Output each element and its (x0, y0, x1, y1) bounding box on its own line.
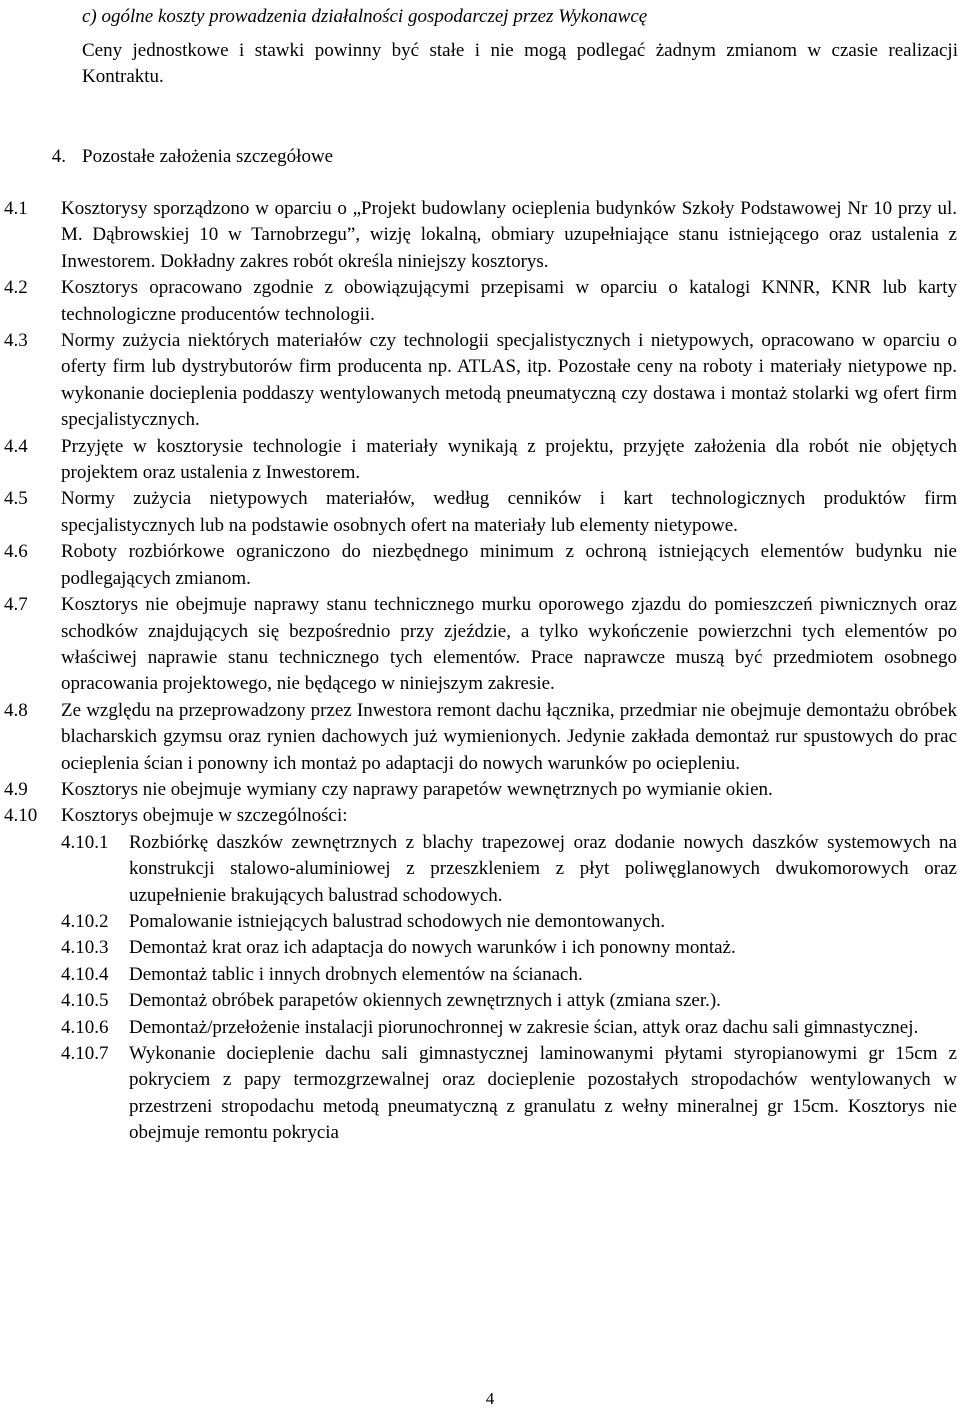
sub-list-item (0, 909, 957, 935)
subitem-text: Demontaż obróbek parapetów okiennych zewnętrznych i attyk (zmiana szer.). (129, 990, 721, 1012)
sub-list-item (0, 1015, 957, 1041)
list-item (0, 196, 957, 275)
subitem-text: Pomalowanie istniejących balustrad schodowych nie demontowanych. (129, 910, 666, 932)
list-item (0, 275, 957, 328)
item-number: 4.6 (4, 541, 28, 563)
list-item (0, 698, 957, 777)
subitem-text: Demontaż krat oraz ich adaptacja do nowych warunków i ich ponowny montaż. (129, 937, 736, 959)
item-number: 4.10 (4, 805, 38, 827)
section-title: Pozostałe założenia szczegółowe (82, 146, 334, 167)
subitem-text: Demontaż/przełożenie instalacji piorunochronnej w zakresie ścian, attyk oraz dachu sali gimnastycznej. (129, 1016, 919, 1038)
intro-italic-line: c) ogólne koszty prowadzenia działalności gospodarczej przez Wykonawcę (82, 6, 648, 27)
sub-list-item (0, 935, 957, 961)
item-number: 4.7 (4, 594, 28, 616)
item-number: 4.5 (4, 488, 28, 510)
item-number: 4.3 (4, 330, 28, 352)
subitem-number: 4.10.4 (61, 963, 109, 985)
page-number: 4 (485, 1389, 495, 1408)
subitem-text: Wykonanie docieplenie dachu sali gimnastycznej laminowanymi płytami styropianowymi gr 15cm z pokryciem z papy termozgrzewalnej oraz docieplenie pozostałych stropodachów wentylowanych w przestrzeni stropodachu metodą pneumatyczną z granulatu z wełny mineralnej gr 15cm. Kosztorys nie obejmuje remontu pokrycia (129, 1043, 957, 1144)
items-list (0, 196, 960, 1147)
item-text: Normy zużycia niektórych materiałów czy technologii specjalistycznych i nietypowych, opracowano w oparciu o oferty firm lub dystrybutorów firm producenta np. ATLAS, itp. Pozostałe ceny na roboty i materiały nietypowe np. wykonanie docieplenia poddaszy wentylowanych metodą pneumatyczną czy dostawa i montaż stolarki wg ofert firm specjalistycznych. (61, 330, 957, 431)
subitem-text: Demontaż tablic i innych drobnych elementów na ścianach. (129, 963, 583, 985)
section-number: 4. (51, 146, 66, 167)
subitem-number: 4.10.7 (61, 1043, 109, 1064)
item-text: Kosztorys opracowano zgodnie z obowiązującymi przepisami w oparciu o katalogi KNNR, KNR lub karty technologiczne producentów technologii. (61, 277, 957, 325)
list-item (0, 539, 957, 592)
sub-list-item (0, 962, 957, 988)
item-text: Kosztorys nie obejmuje wymiany czy naprawy parapetów wewnętrznych po wymianie okien. (61, 778, 773, 800)
list-item (0, 803, 957, 829)
list-item (0, 328, 957, 434)
subitem-text: Rozbiórkę daszków zewnętrznych z blachy trapezowej oraz dodanie nowych daszków systemowych na konstrukcji stalowo-aluminiowej z przeszkleniem z płyt poliwęglanowych dwukomorowych oraz uzupełnienie brakujących balustrad schodowych. (129, 831, 957, 906)
item-number: 4.9 (4, 778, 28, 800)
item-number: 4.4 (4, 435, 28, 457)
item-text: Ze względu na przeprowadzony przez Inwestora remont dachu łącznika, przedmiar nie obejmuje demontażu obróbek blacharskich gzymsu oraz rynien dachowych już wymienionych. Jedynie zakłada demontaż rur spustowych do prac ocieplenia ścian i ponowny ich montaż po adaptacji do nowych warunków po ociepleniu. (61, 699, 957, 774)
item-text: Kosztorys nie obejmuje naprawy stanu technicznego murku oporowego zjazdu do pomieszczeń piwnicznych oraz schodków znajdujących się bezpośrednio przy zjeździe, a tylko wykończenie powierzchni tych elementów po właściwej naprawie stanu technicznego tych elementów. Prace naprawcze muszą być przedmiotem osobnego opracowania projektowego, nie będącego w niniejszym zakresie. (61, 594, 957, 695)
item-text: Normy zużycia nietypowych materiałów, według cenników i kart technologicznych produktów firm specjalistycznych lub na podstawie osobnych ofert na materiały lub elementy nietypowe. (61, 488, 957, 536)
item-number: 4.8 (4, 699, 28, 721)
item-text: Kosztorysy sporządzono w oparciu o „Projekt budowlany ocieplenia budynków Szkoły Podstawowej Nr 10 przy ul. M. Dąbrowskiej 10 w Tarnobrzegu”, wizję lokalną, obmiary uzupełniające stanu istniejącego oraz ustalenia z Inwestorem. Dokładny zakres robót określa niniejszy kosztorys. (61, 198, 957, 272)
item-text: Kosztorys obejmuje w szczególności: (61, 805, 348, 827)
list-item (0, 777, 957, 803)
item-number: 4.1 (4, 198, 28, 219)
subitem-number: 4.10.5 (61, 990, 109, 1012)
section-heading (4, 144, 333, 170)
item-text: Roboty rozbiórkowe ograniczono do niezbędnego minimum z ochroną istniejących elementów budynku nie podlegających zmianom. (61, 541, 957, 589)
subitem-number: 4.10.2 (61, 910, 109, 932)
subitem-number: 4.10.1 (61, 831, 109, 853)
list-item (0, 486, 957, 539)
item-text: Przyjęte w kosztorysie technologie i materiały wynikają z projektu, przyjęte założenia dla robót nie objętych projektem oraz ustalenia z Inwestorem. (61, 435, 957, 484)
item-number: 4.2 (4, 277, 28, 299)
list-item (0, 592, 957, 698)
list-item (0, 434, 957, 487)
intro-paragraph: Ceny jednostkowe i stawki powinny być stałe i nie mogą podlegać żadnym zmianom w czasie realizacji Kontraktu. (82, 40, 958, 88)
subitem-number: 4.10.6 (61, 1016, 109, 1038)
sub-list-item (0, 830, 957, 909)
subitem-number: 4.10.3 (61, 937, 109, 959)
sub-list-item (0, 1041, 957, 1147)
sub-list-item (0, 988, 957, 1014)
